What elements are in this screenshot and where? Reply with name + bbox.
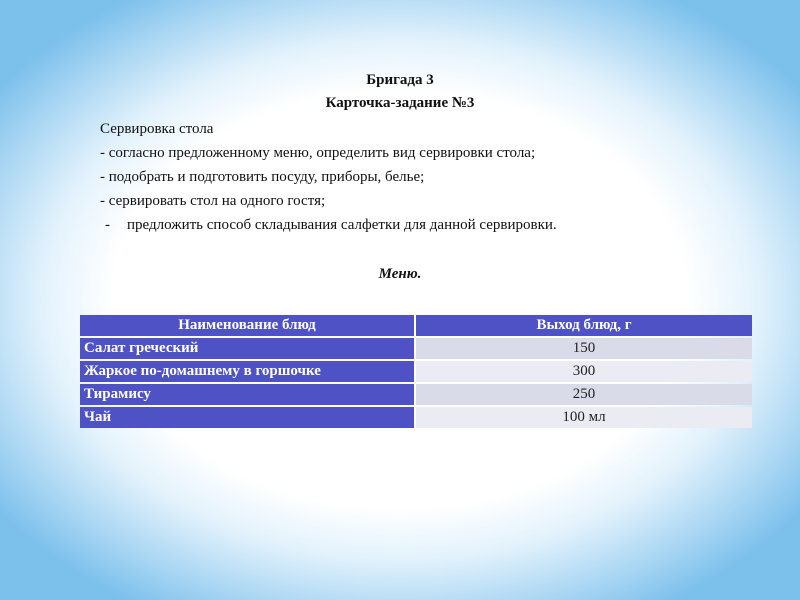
task-item: - подобрать и подготовить посуду, приборы, белье;: [100, 169, 425, 185]
task-item: - согласно предложенному меню, определить вид сервировки стола;: [100, 145, 536, 161]
task-item: [105, 217, 557, 234]
dish-name: Салат греческий: [80, 338, 414, 359]
brigade-title: Бригада 3: [366, 72, 434, 88]
menu-table: [78, 313, 754, 430]
card-title: Карточка-задание №3: [325, 95, 475, 111]
table-header-row: [80, 315, 752, 336]
list-marker: -: [105, 217, 110, 233]
dish-yield: 300: [416, 361, 752, 382]
table-row: [80, 338, 752, 359]
menu-title: Меню.: [378, 266, 422, 282]
dish-name: Тирамису: [80, 384, 414, 405]
dish-yield: 250: [416, 384, 752, 405]
task-heading: Сервировка стола: [100, 121, 214, 137]
dish-yield: 100 мл: [416, 407, 752, 428]
table-row: [80, 407, 752, 428]
column-header-dish: Наименование блюд: [80, 315, 414, 336]
task-item: - сервировать стол на одного гостя;: [100, 193, 326, 209]
task-item-text: предложить способ складывания салфетки для данной сервировки.: [127, 217, 557, 233]
table-row: [80, 384, 752, 405]
column-header-yield: Выход блюд, г: [416, 315, 752, 336]
dish-name: Жаркое по-домашнему в горшочке: [80, 361, 414, 382]
dish-yield: 150: [416, 338, 752, 359]
dish-name: Чай: [80, 407, 414, 428]
table-row: [80, 361, 752, 382]
